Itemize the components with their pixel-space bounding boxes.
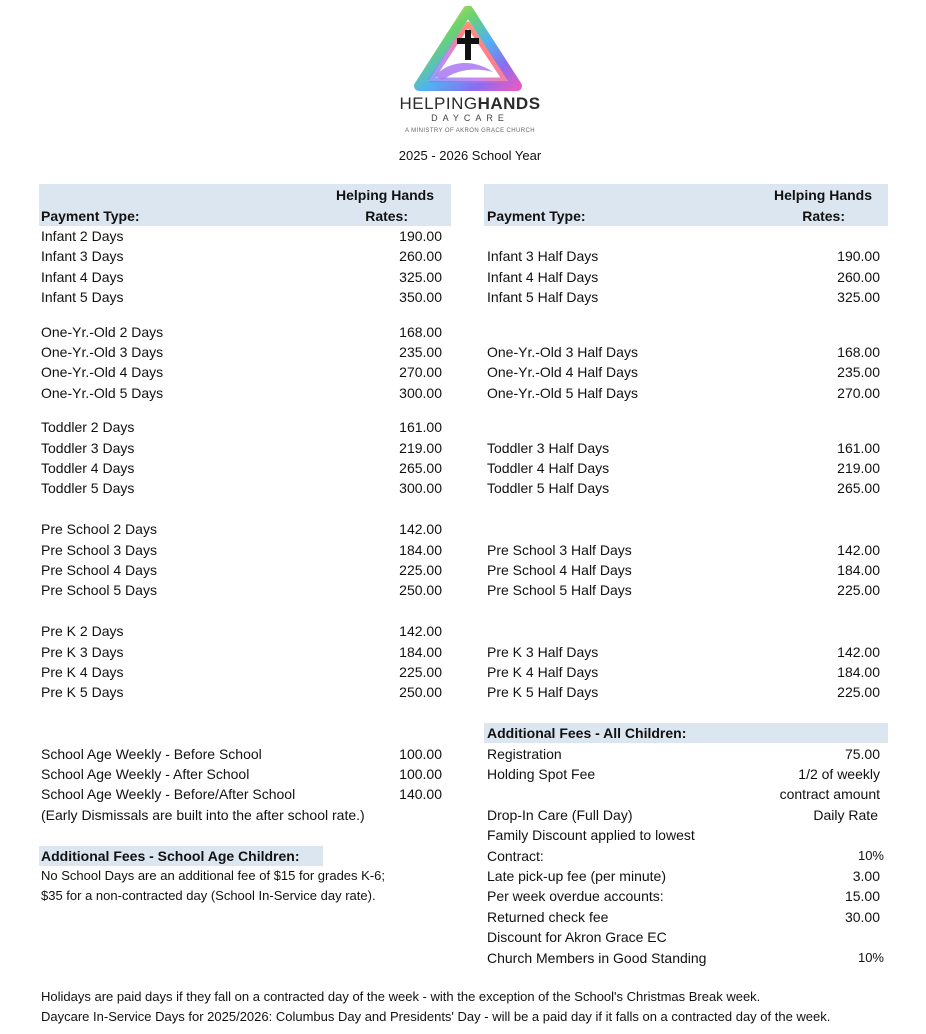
rate-row-label: Pre School 5 Days — [41, 582, 157, 598]
brand-subtitle: DAYCARE — [431, 113, 509, 123]
inservice-note: Daycare In-Service Days for 2025/2026: Columbus Day and Presidents' Day - will be a paid day if it falls on a contracted day of the week. — [41, 1009, 831, 1024]
fee-row-value: 75.00 — [844, 746, 880, 762]
rate-row-value: 265.00 — [399, 460, 442, 476]
half-day-rate-row-value: 235.00 — [837, 364, 880, 380]
half-day-rate-row-value: 265.00 — [837, 480, 880, 496]
half-day-rate-row-value: 190.00 — [837, 248, 880, 264]
fee-row-label: Per week overdue accounts: — [487, 888, 664, 904]
rate-row-value: 161.00 — [399, 419, 442, 435]
helping-hands-logo-icon — [413, 6, 523, 94]
rate-row-label: Pre School 3 Days — [41, 542, 157, 558]
fee-row-label: Discount for Akron Grace EC — [487, 929, 667, 945]
school-age-fees-line1: No School Days are an additional fee of $15 for grades K-6; — [41, 868, 385, 883]
fee-row-value: 1/2 of weekly — [798, 766, 880, 782]
rate-row-value: 225.00 — [399, 664, 442, 680]
rate-row-value: 219.00 — [399, 440, 442, 456]
half-day-rate-row-label: Pre School 4 Half Days — [487, 562, 632, 578]
half-day-rate-row-value: 161.00 — [837, 440, 880, 456]
fee-row-label: Holding Spot Fee — [487, 766, 596, 782]
brand-name — [380, 94, 560, 114]
left-payment-type-label: Payment Type: — [41, 208, 140, 224]
half-day-rate-row-value: 184.00 — [837, 562, 880, 578]
rate-row-label: Infant 3 Days — [41, 248, 124, 264]
rate-row-label: Toddler 2 Days — [41, 419, 135, 435]
half-day-rate-row-label: Infant 4 Half Days — [487, 269, 599, 285]
rate-row-label: Pre School 2 Days — [41, 521, 157, 537]
rate-row-value: 325.00 — [399, 269, 442, 285]
half-day-rate-row-label: Pre K 5 Half Days — [487, 684, 599, 700]
rate-row-label: Toddler 5 Days — [41, 480, 135, 496]
half-day-rate-row-label: Toddler 5 Half Days — [487, 480, 610, 496]
right-rates-label-line1: Helping Hands — [773, 187, 872, 203]
rate-row-value: 142.00 — [399, 623, 442, 639]
half-day-rate-row-value: 168.00 — [837, 344, 880, 360]
half-day-rate-row-value: 225.00 — [837, 684, 880, 700]
half-day-rate-row-value: 325.00 — [837, 289, 880, 305]
rate-row-label: Pre K 3 Days — [41, 644, 124, 660]
half-day-rate-row-label: Toddler 3 Half Days — [487, 440, 610, 456]
half-day-rate-row-label: Pre K 3 Half Days — [487, 644, 599, 660]
fee-row-value: Daily Rate — [813, 807, 878, 823]
rate-row-value: 250.00 — [399, 684, 442, 700]
rate-row-value: 225.00 — [399, 562, 442, 578]
school-age-row-value: 100.00 — [399, 766, 442, 782]
half-day-rate-row-label: Pre School 3 Half Days — [487, 542, 632, 558]
school-age-fees-title: Additional Fees - School Age Children: — [41, 848, 300, 864]
fee-row-label: Contract: — [487, 848, 544, 864]
rate-row-label: Pre K 2 Days — [41, 623, 124, 639]
right-payment-type-label: Payment Type: — [487, 208, 586, 224]
left-rates-label-line2: Rates: — [365, 208, 408, 224]
left-rates-label-line1: Helping Hands — [335, 187, 434, 203]
fee-row-label: Church Members in Good Standing — [487, 950, 707, 966]
fee-row-value: 15.00 — [844, 888, 880, 904]
fee-row-label: Registration — [487, 746, 562, 762]
rate-row-label: Infant 5 Days — [41, 289, 124, 305]
rate-row-value: 270.00 — [399, 364, 442, 380]
half-day-rate-row-value: 142.00 — [837, 644, 880, 660]
all-children-fees-title: Additional Fees - All Children: — [487, 725, 687, 741]
fee-row-value: 10% — [857, 950, 884, 965]
rate-row-label: Infant 4 Days — [41, 269, 124, 285]
rate-row-value: 250.00 — [399, 582, 442, 598]
rate-row-value: 235.00 — [399, 344, 442, 360]
rate-row-label: One-Yr.-Old 5 Days — [41, 385, 164, 401]
rate-row-label: Pre K 4 Days — [41, 664, 124, 680]
half-day-rate-row-label: One-Yr.-Old 4 Half Days — [487, 364, 638, 380]
right-rates-label-line2: Rates: — [802, 208, 845, 224]
rate-row-label: One-Yr.-Old 2 Days — [41, 324, 164, 340]
rate-row-label: Toddler 3 Days — [41, 440, 135, 456]
half-day-rate-row-label: One-Yr.-Old 3 Half Days — [487, 344, 638, 360]
holidays-note: Holidays are paid days if they fall on a contracted day of the week - with the exception of the School's Christmas Break week. — [41, 989, 761, 1004]
rate-row-value: 190.00 — [399, 228, 442, 244]
fee-row-value: 3.00 — [852, 868, 880, 884]
rate-row-value: 350.00 — [399, 289, 442, 305]
half-day-rate-row-label: Pre School 5 Half Days — [487, 582, 632, 598]
school-age-row-label: School Age Weekly - Before/After School — [41, 786, 296, 802]
half-day-rate-row-label: Pre K 4 Half Days — [487, 664, 599, 680]
half-day-rate-row-value: 225.00 — [837, 582, 880, 598]
half-day-rate-row-value: 270.00 — [837, 385, 880, 401]
half-day-rate-row-value: 184.00 — [837, 664, 880, 680]
school-age-row-label: School Age Weekly - After School — [41, 766, 250, 782]
half-day-rate-row-value: 219.00 — [837, 460, 880, 476]
ministry-tagline: A MINISTRY OF AKRON GRACE CHURCH — [405, 128, 535, 134]
rate-row-label: One-Yr.-Old 4 Days — [41, 364, 164, 380]
brand-name-light: HELPING — [399, 94, 478, 113]
fee-row-value: contract amount — [779, 786, 880, 802]
rate-row-value: 168.00 — [399, 324, 442, 340]
school-age-row-value: 100.00 — [399, 746, 442, 762]
school-age-fees-line2: $35 for a non-contracted day (School In-Service day rate). — [41, 888, 376, 903]
rate-row-value: 260.00 — [399, 248, 442, 264]
rate-row-label: Infant 2 Days — [41, 228, 124, 244]
half-day-rate-row-label: Infant 3 Half Days — [487, 248, 599, 264]
fee-row-label: Late pick-up fee (per minute) — [487, 868, 666, 884]
rate-row-value: 300.00 — [399, 480, 442, 496]
fee-row-label: Drop-In Care (Full Day) — [487, 807, 633, 823]
rate-row-label: Toddler 4 Days — [41, 460, 135, 476]
school-year: 2025 - 2026 School Year — [398, 148, 542, 163]
brand-name-bold: HANDS — [477, 94, 541, 113]
rate-row-value: 300.00 — [399, 385, 442, 401]
fee-row-label: Family Discount applied to lowest — [487, 827, 695, 843]
rate-row-value: 142.00 — [399, 521, 442, 537]
rate-row-label: One-Yr.-Old 3 Days — [41, 344, 164, 360]
school-age-row-value: 140.00 — [399, 786, 442, 802]
fee-row-value: 10% — [857, 848, 884, 863]
school-age-row-label: School Age Weekly - Before School — [41, 746, 262, 762]
half-day-rate-row-label: Toddler 4 Half Days — [487, 460, 610, 476]
half-day-rate-row-label: Infant 5 Half Days — [487, 289, 599, 305]
fee-row-label: Returned check fee — [487, 909, 609, 925]
half-day-rate-row-label: One-Yr.-Old 5 Half Days — [487, 385, 638, 401]
rate-row-value: 184.00 — [399, 542, 442, 558]
rate-row-label: Pre School 4 Days — [41, 562, 157, 578]
half-day-rate-row-value: 142.00 — [837, 542, 880, 558]
rate-row-label: Pre K 5 Days — [41, 684, 124, 700]
fee-row-value: 30.00 — [844, 909, 880, 925]
rate-row-value: 184.00 — [399, 644, 442, 660]
half-day-rate-row-value: 260.00 — [837, 269, 880, 285]
early-dismissal-note: (Early Dismissals are built into the after school rate.) — [41, 807, 365, 823]
